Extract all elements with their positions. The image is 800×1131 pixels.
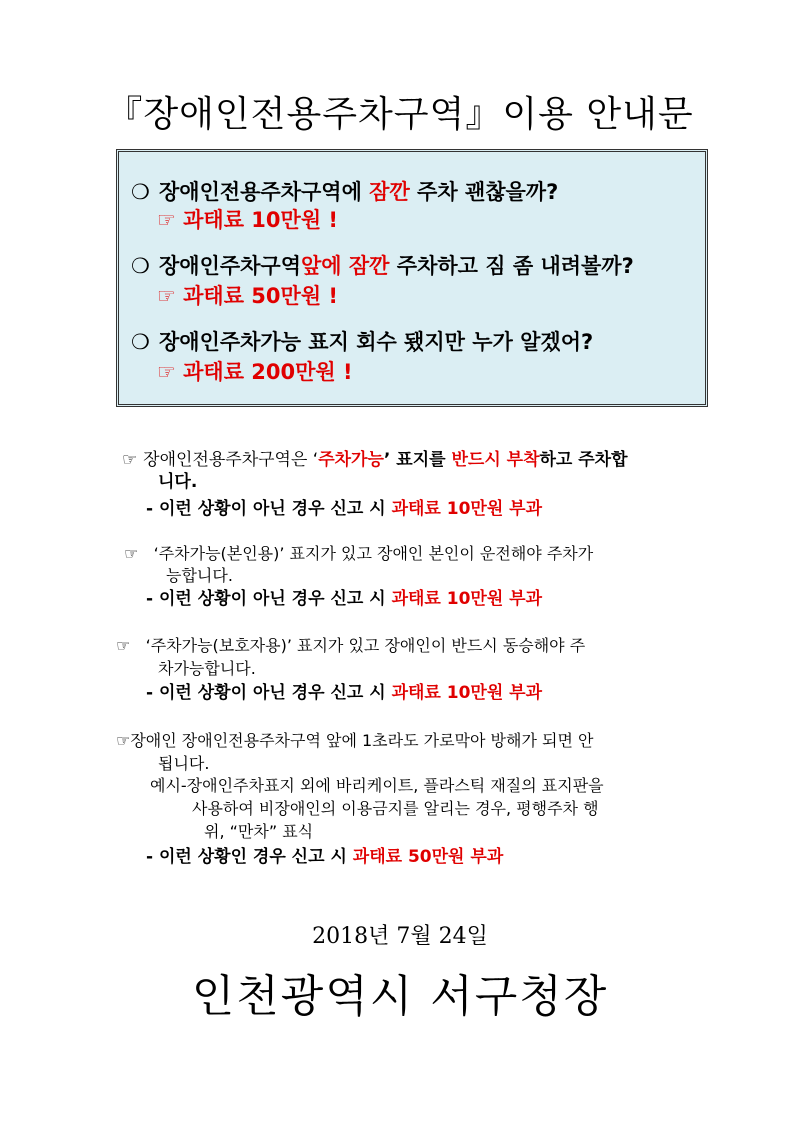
note-4-example-3: 위, “만차” 표식: [204, 822, 314, 841]
fine-3: ☞ 과태료 200만원 !: [157, 360, 353, 384]
note-1-penalty: - 이런 상황이 아닌 경우 신고 시 과태료 10만원 부과: [146, 499, 543, 519]
pointing-hand-icon: ☞: [124, 544, 139, 563]
question-2: ❍ 장애인주차구역앞에 잠깐 주차하고 짐 좀 내려볼까?: [131, 254, 634, 278]
pointing-hand-icon: ☞: [122, 450, 138, 470]
note-1-line-1: ☞ 장애인전용주차구역은 ‘주차가능’ 표지를 반드시 부착하고 주차합: [122, 450, 628, 470]
question-1: ❍ 장애인전용주차구역에 잠깐 주차 괜찮을까?: [131, 180, 559, 204]
issue-date: 2018년 7월 24일: [312, 924, 488, 949]
note-3-line-2: 차가능합니다.: [158, 659, 256, 678]
note-2-penalty: - 이런 상황이 아닌 경우 신고 시 과태료 10만원 부과: [146, 589, 543, 609]
pointing-hand-icon: ☞: [116, 731, 131, 750]
note-2-line-1: ☞ ‘주차가능(본인용)’ 표지가 있고 장애인 본인이 운전해야 주차가: [124, 544, 594, 563]
warning-box: [116, 149, 708, 407]
note-3-line-1: ☞ ‘주차가능(보호자용)’ 표지가 있고 장애인이 반드시 동승해야 주: [116, 636, 586, 655]
page-title: 『장애인전용주차구역』이용 안내문: [106, 94, 694, 135]
note-3-penalty: - 이런 상황이 아닌 경우 신고 시 과태료 10만원 부과: [146, 683, 543, 703]
circle-bullet-icon: ❍: [131, 330, 150, 354]
note-4-penalty: - 이런 상황인 경우 신고 시 과태료 50만원 부과: [146, 847, 504, 867]
fine-2: ☞ 과태료 50만원 !: [157, 284, 338, 308]
pointing-hand-icon: ☞: [116, 636, 131, 655]
note-2-line-2: 능합니다.: [166, 566, 233, 585]
circle-bullet-icon: ❍: [131, 254, 150, 278]
question-3: ❍ 장애인주차가능 표지 회수 됐지만 누가 알겠어?: [131, 330, 594, 354]
circle-bullet-icon: ❍: [131, 180, 150, 204]
issuer-signature: 인천광역시 서구청장: [191, 971, 609, 1022]
note-1-line-2: 니다.: [158, 472, 198, 492]
note-4-line-1: ☞장애인 장애인전용주차구역 앞에 1초라도 가로막아 방해가 되면 안: [116, 731, 594, 750]
note-4-line-2: 됩니다.: [158, 754, 210, 773]
note-4-example-2: 사용하여 비장애인의 이용금지를 알리는 경우, 평행주차 행: [192, 799, 599, 818]
note-4-example-1: 예시-장애인주차표지 외에 바리케이트, 플라스틱 재질의 표지판을: [150, 776, 604, 795]
fine-1: ☞ 과태료 10만원 !: [157, 208, 338, 232]
